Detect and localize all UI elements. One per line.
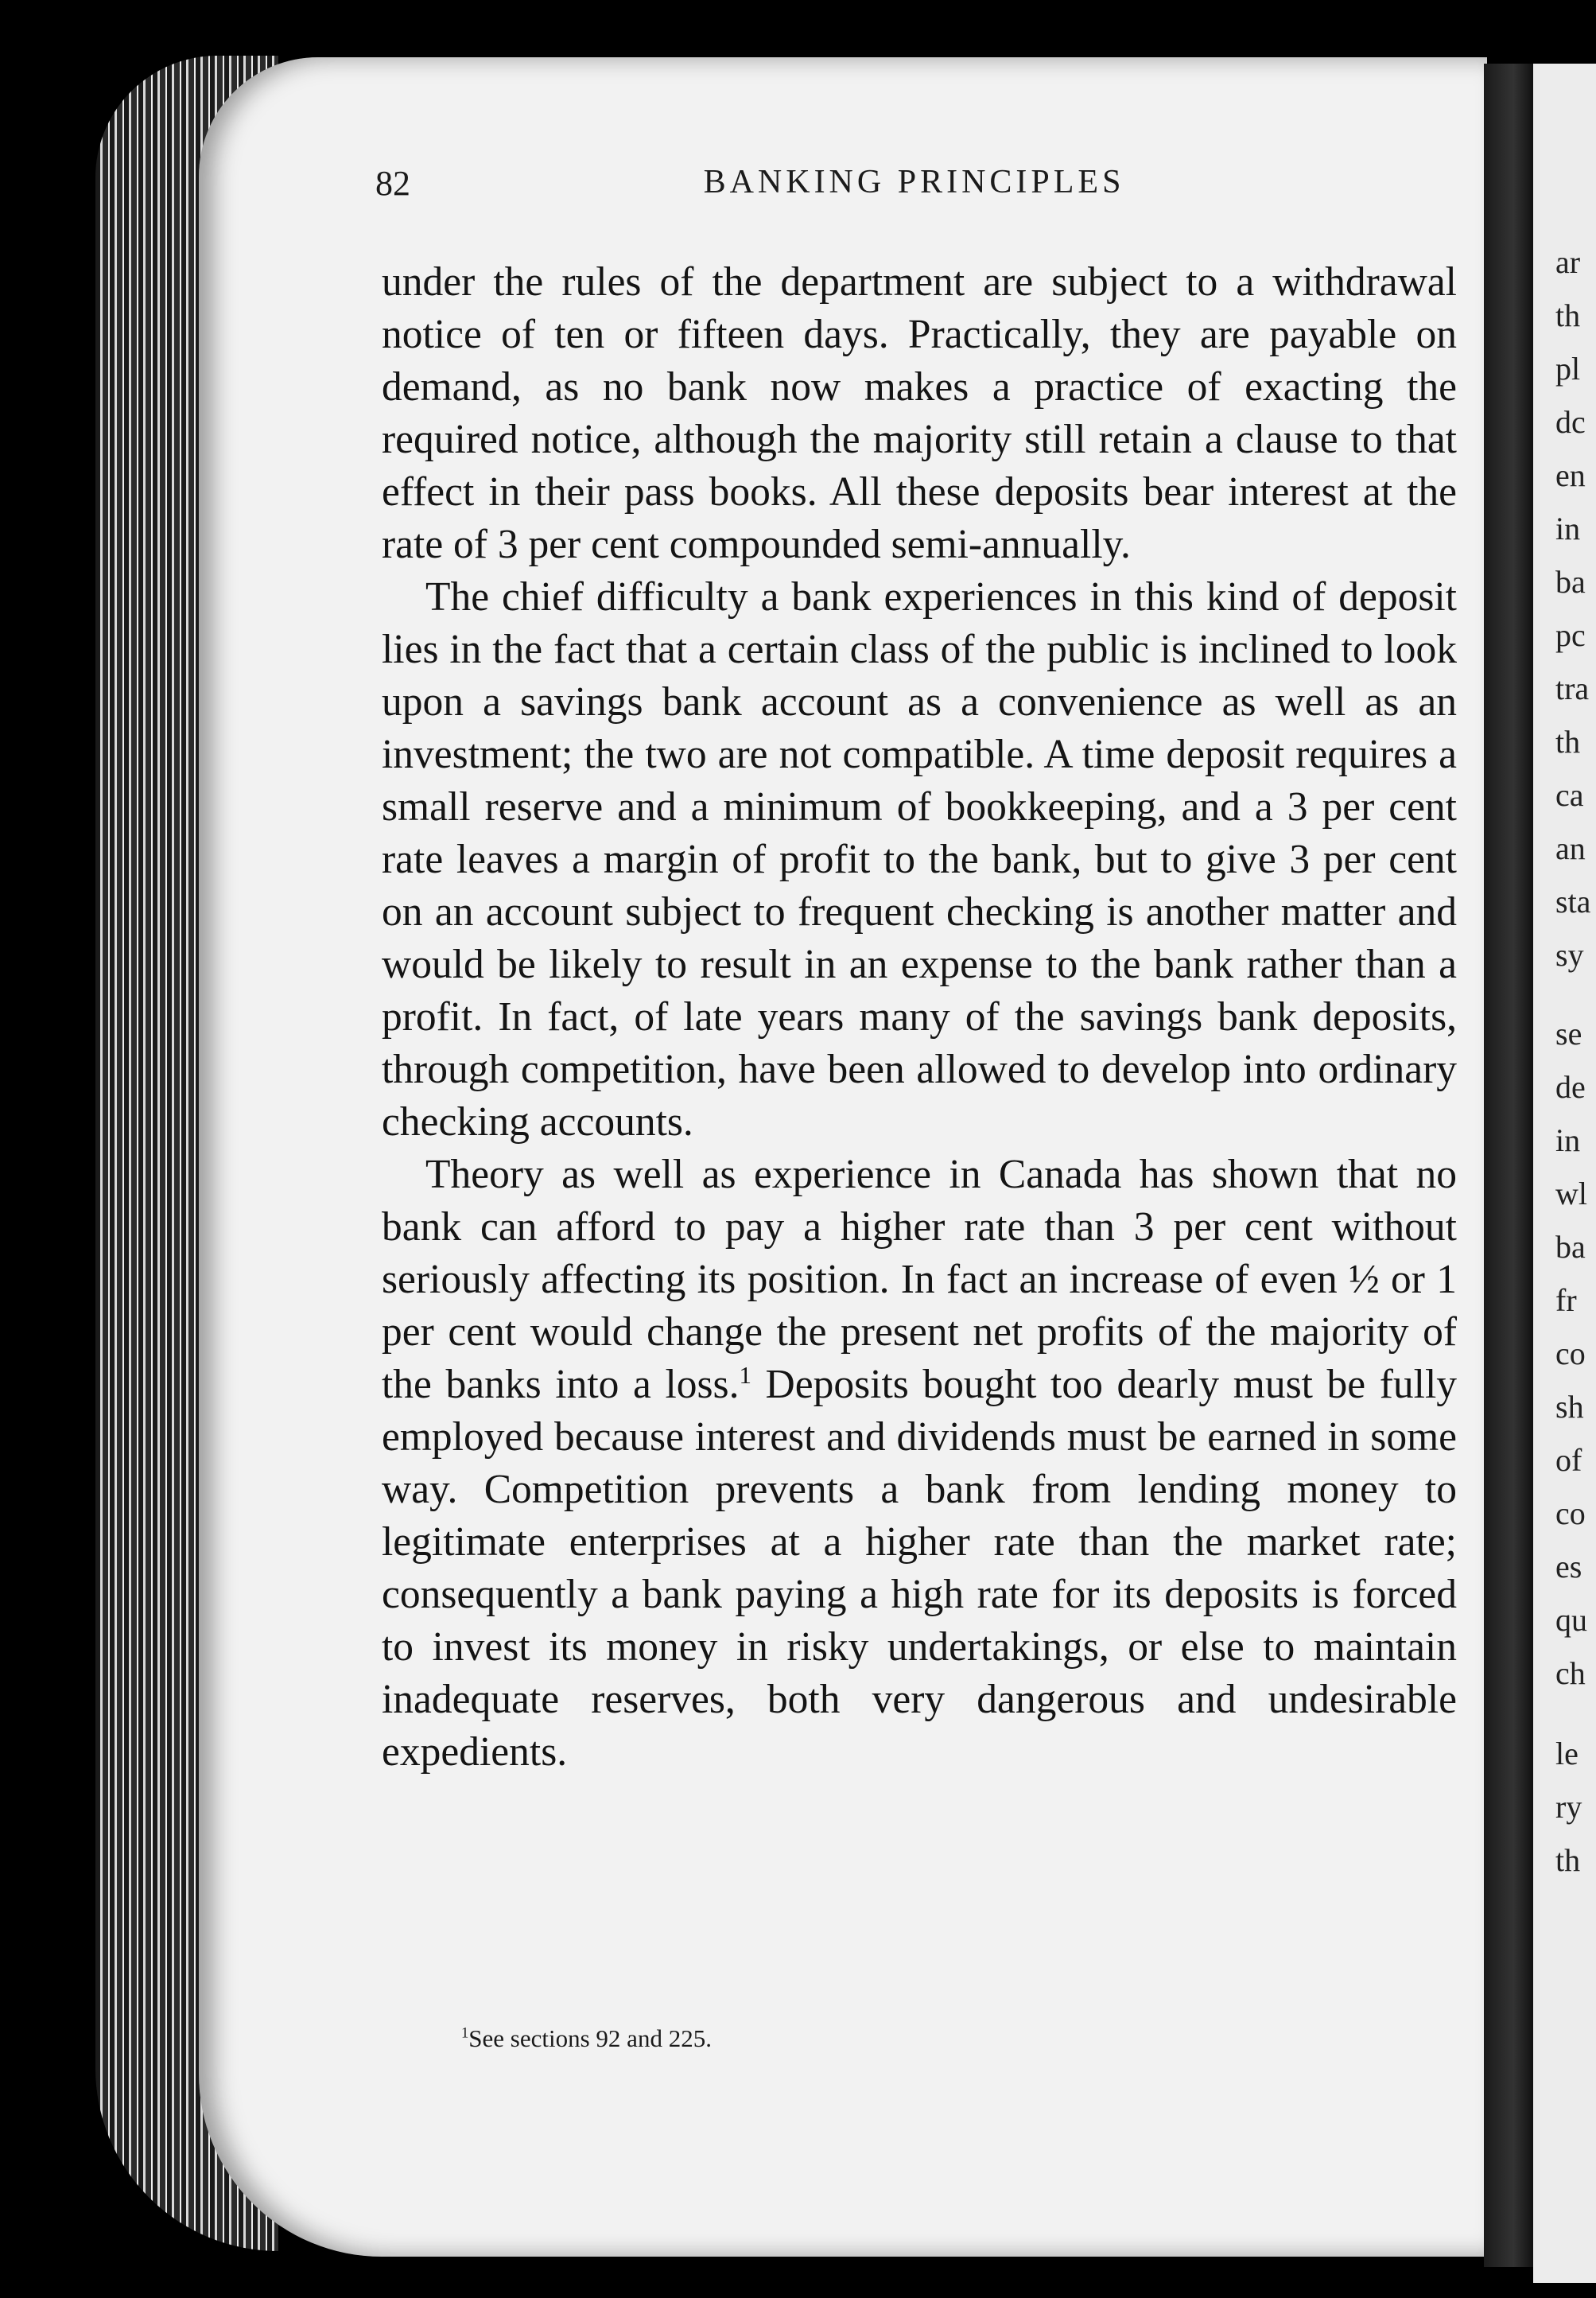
paragraph-text: Theory as well as experience in Canada has shown that no bank can afford to pay a higher rate than 3 per cent without seriously affecting its position. In fact an increase of even ½ or 1 per cent would change the present net profits of the majority of the banks into a loss. xyxy=(382,1152,1457,1407)
facing-page-fragment: th xyxy=(1555,297,1581,333)
footnote-reference: 1 xyxy=(739,1360,751,1389)
facing-page-fragment: ar xyxy=(1555,244,1581,280)
paragraph: under the rules of the department are subject to a withdrawal notice of ten or fifteen days. Practically, they are payable on demand, as no bank now makes a practice of exacting the required notice, although the majority still retain a clause to that effect in their pass books. All these deposits bear interest at the rate of 3 per cent compounded semi-annually. xyxy=(382,259,1457,567)
facing-page-fragment: co xyxy=(1555,1336,1586,1371)
page-number: 82 xyxy=(375,164,410,203)
facing-page-fragment: th xyxy=(1555,1842,1581,1878)
facing-page-fragment: ry xyxy=(1555,1789,1582,1825)
facing-page-fragment: fr xyxy=(1555,1282,1577,1318)
facing-page-fragment: de xyxy=(1555,1069,1586,1105)
facing-page-fragment: es xyxy=(1555,1549,1582,1584)
facing-page-fragment: ba xyxy=(1555,1229,1586,1265)
facing-page-fragment: pl xyxy=(1555,351,1581,387)
facing-page-fragment: ca xyxy=(1555,777,1584,813)
facing-page-fragment: ba xyxy=(1555,564,1586,600)
facing-page-fragment: dc xyxy=(1555,404,1586,440)
facing-page xyxy=(1533,64,1596,2283)
facing-page-fragment: tra xyxy=(1555,671,1590,706)
footnote xyxy=(461,2024,712,2053)
facing-page-fragment: in xyxy=(1555,1122,1581,1158)
facing-page-fragment: an xyxy=(1555,830,1586,866)
facing-page-fragment: sh xyxy=(1555,1389,1584,1425)
facing-page-fragment: sy xyxy=(1555,937,1584,973)
facing-page-fragment: co xyxy=(1555,1495,1586,1531)
running-header xyxy=(375,163,1453,211)
footnote-mark: 1 xyxy=(461,2024,469,2042)
facing-page-fragment: of xyxy=(1555,1442,1582,1478)
paragraph: The chief difficulty a bank experiences in this kind of deposit lies in the fact that a certain class of the public is inclined to look upon a savings bank account as a convenience as well as an investment; the two are not compatible. A time deposit requires a small reserve and a minimum of bookkeeping, and a 3 per cent rate leaves a margin of profit to the bank, but to give 3 per cent on an account subject to frequent checking is another matter and would be likely to result in an expense to the bank rather than a profit. In fact, of late years many of the savings bank deposits, through competition, have been allowed to develop into ordinary checking accounts. xyxy=(382,574,1457,1145)
facing-page-fragment: le xyxy=(1555,1736,1579,1771)
facing-page-fragment: pc xyxy=(1555,617,1586,653)
facing-page-fragment: in xyxy=(1555,511,1581,546)
running-title: BANKING PRINCIPLES xyxy=(703,164,1125,200)
facing-page-fragment: qu xyxy=(1555,1602,1587,1638)
paragraph xyxy=(382,1149,1457,1779)
facing-page-fragment: en xyxy=(1555,457,1586,493)
paragraph-text: Deposits bought too dearly must be fully employed because interest and dividends must be earned in some way. Competition prevents a bank from lending money to legitimate enterprises at a higher rate than the market rate; consequently a bank paying a high rate for its deposits is forced to invest its money in risky undertakings, or else to maintain inadequate reserves, both very dangerous and undesirable expedients. xyxy=(382,1362,1457,1775)
facing-page-fragment: sta xyxy=(1555,884,1591,920)
facing-page-fragment: wl xyxy=(1555,1176,1587,1211)
facing-page-fragment: th xyxy=(1555,724,1581,760)
book-gutter xyxy=(1484,64,1533,2267)
page-body xyxy=(382,256,1457,1779)
facing-page-fragment: se xyxy=(1555,1016,1582,1052)
facing-page-fragment: ch xyxy=(1555,1655,1586,1691)
footnote-text: See sections 92 and 225. xyxy=(468,2024,712,2052)
